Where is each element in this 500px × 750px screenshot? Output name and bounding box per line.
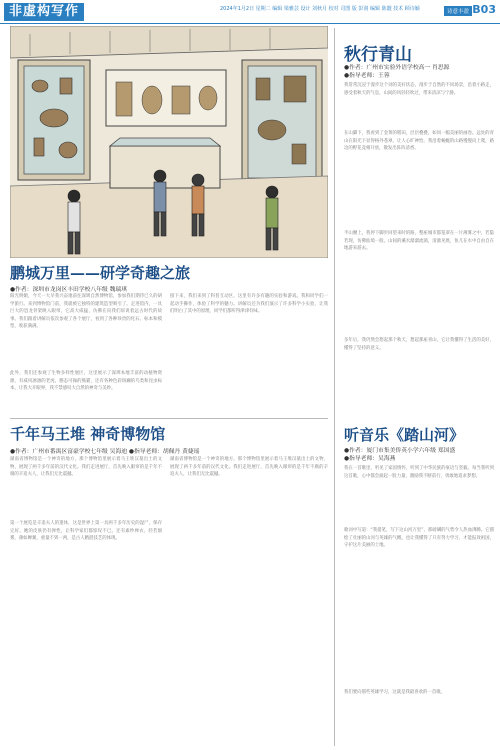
- article-4-paragraph-1: 我在一首歌里，听见了家国情怀，听到了中华民族的豪迈与坚毅。每当我听到这首歌，心中都会涌起一股力量，激励我不断前行，勇敢地追求梦想。: [344, 466, 494, 479]
- article-byline-2: ●作者：广州市番禺区富豪学校七年级 吴海迪 ●指导老师：胡佩丹 黄婕瑶: [10, 449, 200, 455]
- article-3-paragraph-3: 半山腰上，我停下脚步回望来时的路，整座城市都笼罩在一片薄雾之中，若隐若现，仿佛仙境一般。山间的溪水潺潺流淌，清澈见底，鱼儿在水中自由自在地游来游去。: [344, 231, 494, 252]
- article-title-2: 千年马王堆 神奇博物馆: [10, 425, 166, 443]
- section-title: 非虚构写作: [4, 3, 84, 21]
- article-byline-1: ●作者：深圳市龙岗区丰田学校八年级 魏瑞琪: [10, 287, 128, 293]
- issue-info: 2024年1月2日 星期二 编辑 梁雅芸 设计 刘秋月 校对 司图 版 彭润 编辑 陈靓 技术 顾诗颖: [220, 6, 420, 12]
- newspaper-header: [0, 0, 500, 24]
- page-number: B03: [472, 3, 496, 16]
- article-title-1: 鹏城万里——研学奇趣之旅: [10, 264, 191, 282]
- horizontal-divider: [10, 418, 328, 419]
- article-3-paragraph-4: 多年后，我仍然会想起那个秋天，想起那座青山，它让我懂得了生活的美好，懂得了坚持的意义。: [344, 338, 494, 351]
- article-advisor-3: ●指导老师：王蓉: [344, 73, 390, 79]
- article-byline-4: ●作者：厦门市集美侨英小学六年级 郑国盛: [344, 448, 456, 454]
- edition-badge: 诗意丰盈: [444, 6, 472, 16]
- article-1-paragraph-1: 阳光明媚，今天一大早我兴奋地前往深圳自然博物馆，参加我们期待已久的研学旅行。来到博物馆门前，我就被它独特的建筑造型吸引了。走进馆内，一具巨大的恐龙骨架映入眼帘，它高大威猛，仿佛在向我们诉说着远古时代的故事。我们跟着讲解员依次参观了各个展厅，看到了各种珍贵的化石、标本和模型，收获满满。: [10, 294, 162, 330]
- article-advisor-4: ●指导老师：吴海燕: [344, 456, 396, 462]
- article-1-paragraph-3: 接下来，我们来到了科普互动区，这里有许多有趣的实验和游戏。我和同学们一起动手操作，体验了科学的魅力。讲解员还为我们演示了许多科学小实验，让我们明白了其中的原理，同学们都听得津津有味。: [170, 294, 328, 315]
- article-byline-3: ●作者：广州市实验外语学校高一 肖思源: [344, 65, 450, 71]
- museum-illustration: [10, 26, 328, 258]
- article-1-paragraph-2: 此外，我们还参观了生物多样性展区，这里展示了深圳本地丰富的动植物资源，有威风凛凛的老虎、憨态可掬的熊猫，还有各种色彩斑斓的鸟类和昆虫标本，让我大开眼界，我不禁感叹大自然的神奇与美妙。: [10, 371, 162, 392]
- article-2-paragraph-2: 第一个展览是辛追夫人的遗体，这是世界上第一具两千多年历史的湿尸，保存完好。她的皮肤仍有弹性，让科学家们都惊叹不已。还有素纱禅衣，轻若烟雾，薄如蝉翼，重量不到一两，是古人精湛技艺的体现。: [10, 521, 162, 542]
- article-3-paragraph-2: 在山脚下，我看到了金黄的稻田，层层叠叠，如同一幅美丽的画卷。远处的青山在阳光下显得格外苍翠，让人心旷神怡。我沿着蜿蜒的山路慢慢向上爬，路边的野花竞相开放，散发出阵阵清香。: [344, 131, 494, 152]
- article-title-4: 听音乐《踏山河》: [344, 426, 465, 444]
- article-2-paragraph-3: 湖南省博物馆是一个神奇的地方，那个博物馆里展示着马王堆汉墓出土的文物，展现了两千多年前的汉代文化。我们走进展厅，首先映入眼帘的是千年不腐的辛追夫人，让我们无比震撼。: [170, 457, 328, 478]
- article-3-paragraph-1: 我常常沉浸于漫步这个词的美好状态，漫步于自然的不同场景，沿着小路走，感受着秋天的气息，山间的风轻轻吹过，带来清凉与宁静。: [344, 83, 494, 96]
- column-divider: [334, 28, 335, 746]
- article-title-3: 秋行青山: [344, 45, 412, 65]
- article-4-paragraph-2: 歌词中写道：“我提笔，写下这山河万里”，那磅礴的气势令人热血沸腾。它描绘了壮丽的山河与英雄的气概，也让我懂得了只有努力学习，才能报效祖国，守护这片美丽的土地。: [344, 528, 494, 549]
- article-2-paragraph-1: 湖南省博物馆是一个神奇的地方，那个博物馆里展示着马王堆汉墓出土的文物，展现了两千多年前的汉代文化。我们走进展厅，首先映入眼帘的是千年不腐的辛追夫人，让我们无比震撼。: [10, 457, 162, 478]
- article-4-paragraph-3: 我们要向那些英雄学习，这就是我最喜欢的一首歌。: [344, 690, 445, 695]
